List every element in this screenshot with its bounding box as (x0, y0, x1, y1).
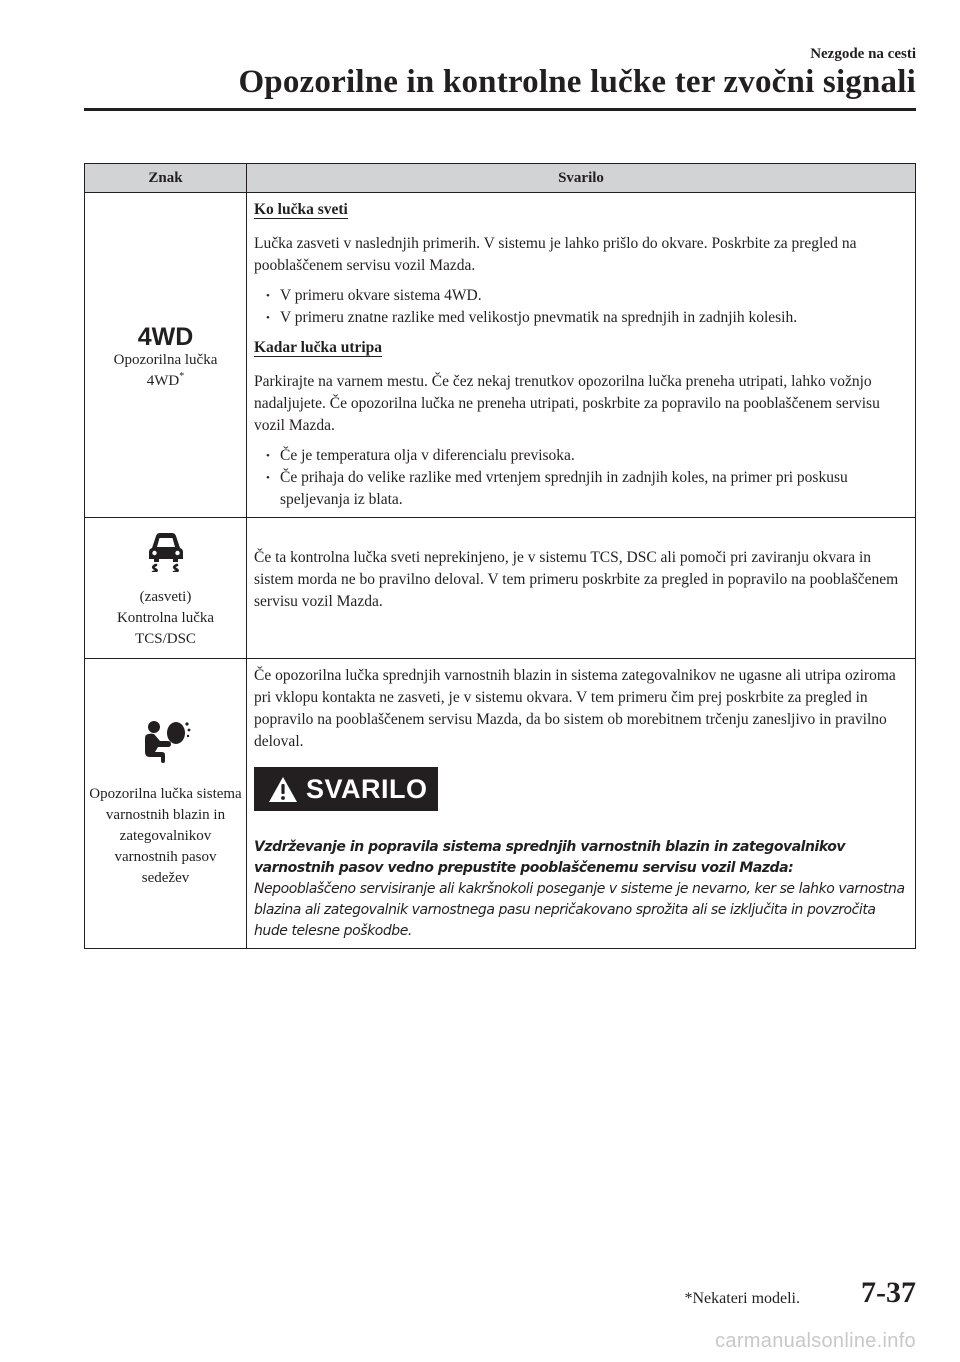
table-row (85, 659, 916, 949)
warning-banner (254, 767, 438, 811)
paragraph: Če ta kontrolna lučka sveti neprekinjeno, je v sistemu TCS, DSC ali pomoči pri zaviranju okvara in sistem morda ne bo pravilno deloval. V tem primeru poskrbite za pregled in popravilo na pooblaščenem servisu vozil Mazda. (254, 549, 899, 610)
page-number: 7-37 (861, 1276, 916, 1309)
subheading: Kadar lučka utripa (254, 339, 383, 356)
table-row (85, 518, 916, 659)
paragraph: Parkirajte na varnem mestu. Če čez nekaj trenutkov opozorilna lučka preneha utripati, lahko vožnjo nadaljujete. Če opozorilna lučka ne preneha utripati, poskrbite za popravilo na pooblaščenem servisu vozil Mazda. (254, 373, 880, 434)
symbol-label: (zasveti) (139, 589, 192, 605)
paragraph: Lučka zasveti v naslednjih primerih. V sistemu je lahko prišlo do okvare. Poskrbite za pregled na pooblaščenem servisu vozil Mazda. (254, 235, 857, 274)
footnote: *Nekateri modeli. (684, 1290, 800, 1307)
footnote-mark: * (179, 371, 185, 382)
warning-label: SVARILO (306, 774, 428, 804)
warning-bold-text: Vzdrževanje in popravila sistema sprednjih varnostnih blazin in zategovalnikov varnostnih pasov vedno prepustite pooblaščenemu servisu vozil Mazda: (254, 839, 846, 876)
list-item: • Če je temperatura olja v diferencialu previsoka. (254, 445, 909, 467)
car-skid-icon (142, 528, 190, 572)
bullet-list (254, 445, 909, 511)
description-cell-4wd (247, 193, 916, 518)
symbol-cell-tcs-dsc (85, 518, 247, 659)
symbol-label: Opozorilna lučka sistema varnostnih blazin in zategovalnikov varnostnih pasov sedežev (89, 785, 242, 886)
symbol-label: Kontrolna lučka (116, 610, 215, 626)
column-header-symbol: Znak (85, 164, 247, 193)
table-row (85, 193, 916, 518)
list-item: • Če prihaja do velike razlike med vrtenjem sprednjih in zadnjih koles, na primer pri poskusu speljevanja iz blata. (254, 467, 909, 511)
symbol-cell-4wd (85, 193, 247, 518)
watermark: carmanualsonline.info (715, 1330, 916, 1352)
airbag-seat-icon (140, 719, 192, 763)
description-cell-tcs-dsc (247, 518, 916, 659)
warning-text (254, 837, 909, 942)
warning-triangle-icon (268, 776, 298, 803)
header-rule (84, 108, 916, 111)
paragraph: Če opozorilna lučka sprednjih varnostnih blazin in sistema zategovalnikov ne ugasne ali utripa oziroma pri vklopu kontakta ne zasveti, je v sistemu okvara. V tem primeru čim prej poskrbite za pregled in popravilo na pooblaščenem servisu Mazda, da bo sistem ob morebitnem trčenju zanesljivo in pravilno deloval. (254, 667, 896, 750)
symbol-label: TCS/DSC (135, 631, 196, 647)
page-title: Opozorilne in kontrolne lučke ter zvočni signali (238, 64, 916, 100)
symbol-label: Opozorilna lučka (113, 352, 218, 368)
symbol-cell-airbag (85, 659, 247, 949)
warning-lights-table (84, 163, 916, 949)
bullet-list (254, 285, 909, 329)
subheading: Ko lučka sveti (254, 201, 348, 218)
table-header-row (85, 164, 916, 193)
description-cell-airbag (247, 659, 916, 949)
section-title: Nezgode na cesti (810, 46, 916, 62)
list-item: • V primeru znatne razlike med velikostjo pnevmatik na sprednjih in zadnjih kolesih. (254, 307, 909, 329)
column-header-warning: Svarilo (247, 164, 916, 193)
4wd-icon: 4WD (137, 323, 194, 351)
list-item: • V primeru okvare sistema 4WD. (254, 285, 909, 307)
warning-body-text: Nepooblaščeno servisiranje ali kakršnokoli poseganje v sisteme je nevarno, ker se lahko varnostna blazina ali zategovalnik varnostnega pasu nepričakovano sprožita ali se izključita in povzročita hude telesne poškodbe. (254, 881, 905, 939)
symbol-label: 4WD* (146, 371, 185, 389)
